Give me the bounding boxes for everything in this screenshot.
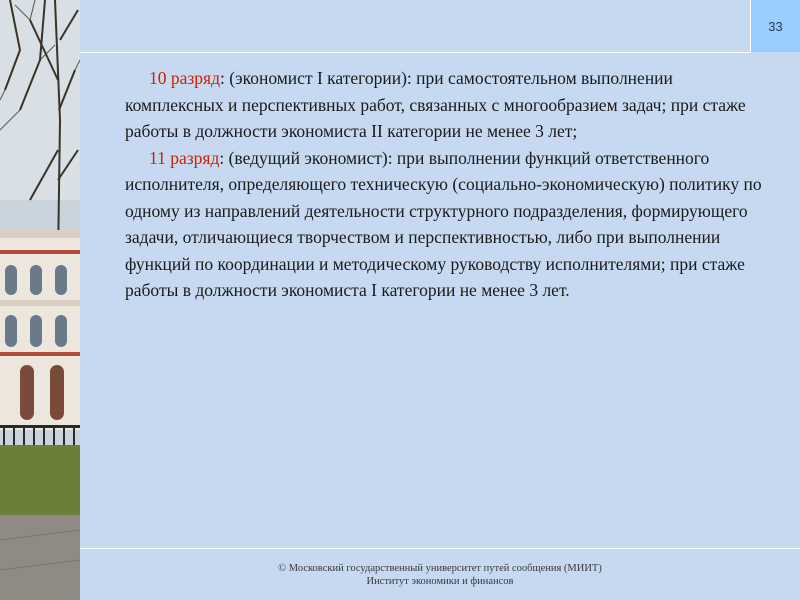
footer-copyright: © Московский государственный университет путей сообщения (МИИТ) bbox=[278, 563, 602, 574]
grade-term: 10 разряд bbox=[149, 68, 221, 88]
grade-term: 11 разряд bbox=[149, 147, 220, 168]
header-divider bbox=[80, 52, 750, 53]
grade-description: : (экономист I категории): при самостоятельном выполнении комплексных и перспективных работ, связанных с многообразием задач; при стаже работы в должности экономиста II категории не менее 3 лет; bbox=[125, 68, 746, 141]
page-number: 33 bbox=[751, 0, 800, 52]
footer bbox=[80, 562, 800, 588]
paragraph-grade-11 bbox=[125, 145, 770, 304]
footer-divider bbox=[80, 548, 800, 549]
footer-institute: Институт экономики и финансов bbox=[366, 576, 514, 587]
campus-building-photo bbox=[0, 0, 80, 600]
paragraph-grade-10 bbox=[125, 65, 770, 145]
slide-body-text bbox=[125, 65, 770, 304]
slide-content-panel bbox=[80, 0, 800, 600]
grade-description: : (ведущий экономист): при выполнении функций ответственного исполнителя, определяющего техническую (социально-экономическую) политику по одному из направлений деятельности структурного подразделения, формирующего задачи, отличающиеся творчеством и перспективностью, либо при выполнении функций по координации и методическому руководству исполнителями; при стаже работы в должности экономиста I категории не менее 3 лет. bbox=[125, 147, 762, 300]
building-illustration bbox=[0, 0, 80, 600]
